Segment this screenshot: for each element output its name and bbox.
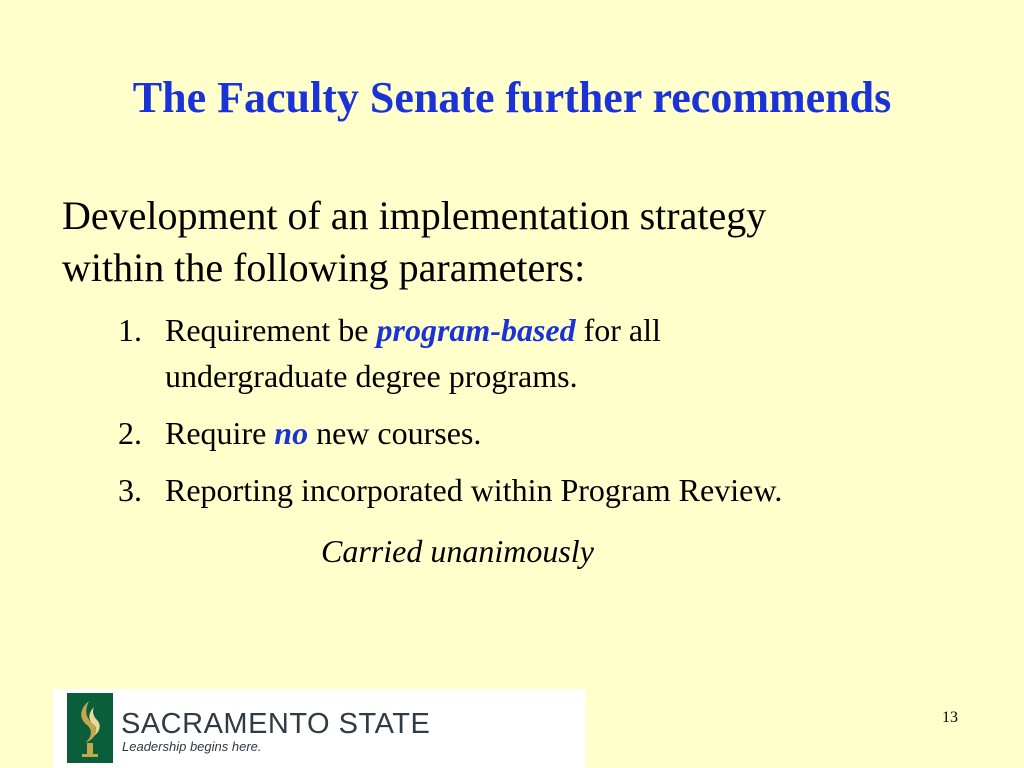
item-line [165, 410, 968, 456]
item-number: 3. [118, 472, 142, 508]
item-text: Require [165, 415, 275, 451]
intro-text [62, 190, 942, 294]
logo-tagline: Leadership begins here. [122, 739, 262, 754]
logo-wordmark: SACRAMENTO STATE [121, 708, 431, 740]
list-item-reporting [118, 467, 968, 513]
item-text: new courses. [308, 415, 482, 451]
item-number: 1. [118, 312, 142, 348]
item-text: Requirement be [165, 312, 377, 348]
hornet-torch-icon [67, 693, 113, 763]
item-line [165, 307, 968, 353]
page-number: 13 [942, 709, 958, 726]
item-text: Reporting incorporated within Program Review. [165, 472, 783, 508]
intro-line: Development of an implementation strategy [62, 193, 767, 238]
item-text: for all [575, 312, 661, 348]
parameters-list [118, 307, 968, 524]
list-item-no-new-courses [118, 410, 968, 456]
sacramento-state-logo [53, 689, 585, 768]
list-item-program-based [118, 307, 968, 399]
item-emphasis: no [274, 415, 309, 451]
item-number: 2. [118, 415, 142, 451]
slide-title: The Faculty Senate further recommends [132, 73, 892, 122]
intro-line: within the following parameters: [62, 245, 586, 290]
item-emphasis: program-based [376, 312, 576, 348]
item-line: undergraduate degree programs. [165, 358, 578, 394]
carried-note: Carried unanimously [321, 533, 594, 569]
